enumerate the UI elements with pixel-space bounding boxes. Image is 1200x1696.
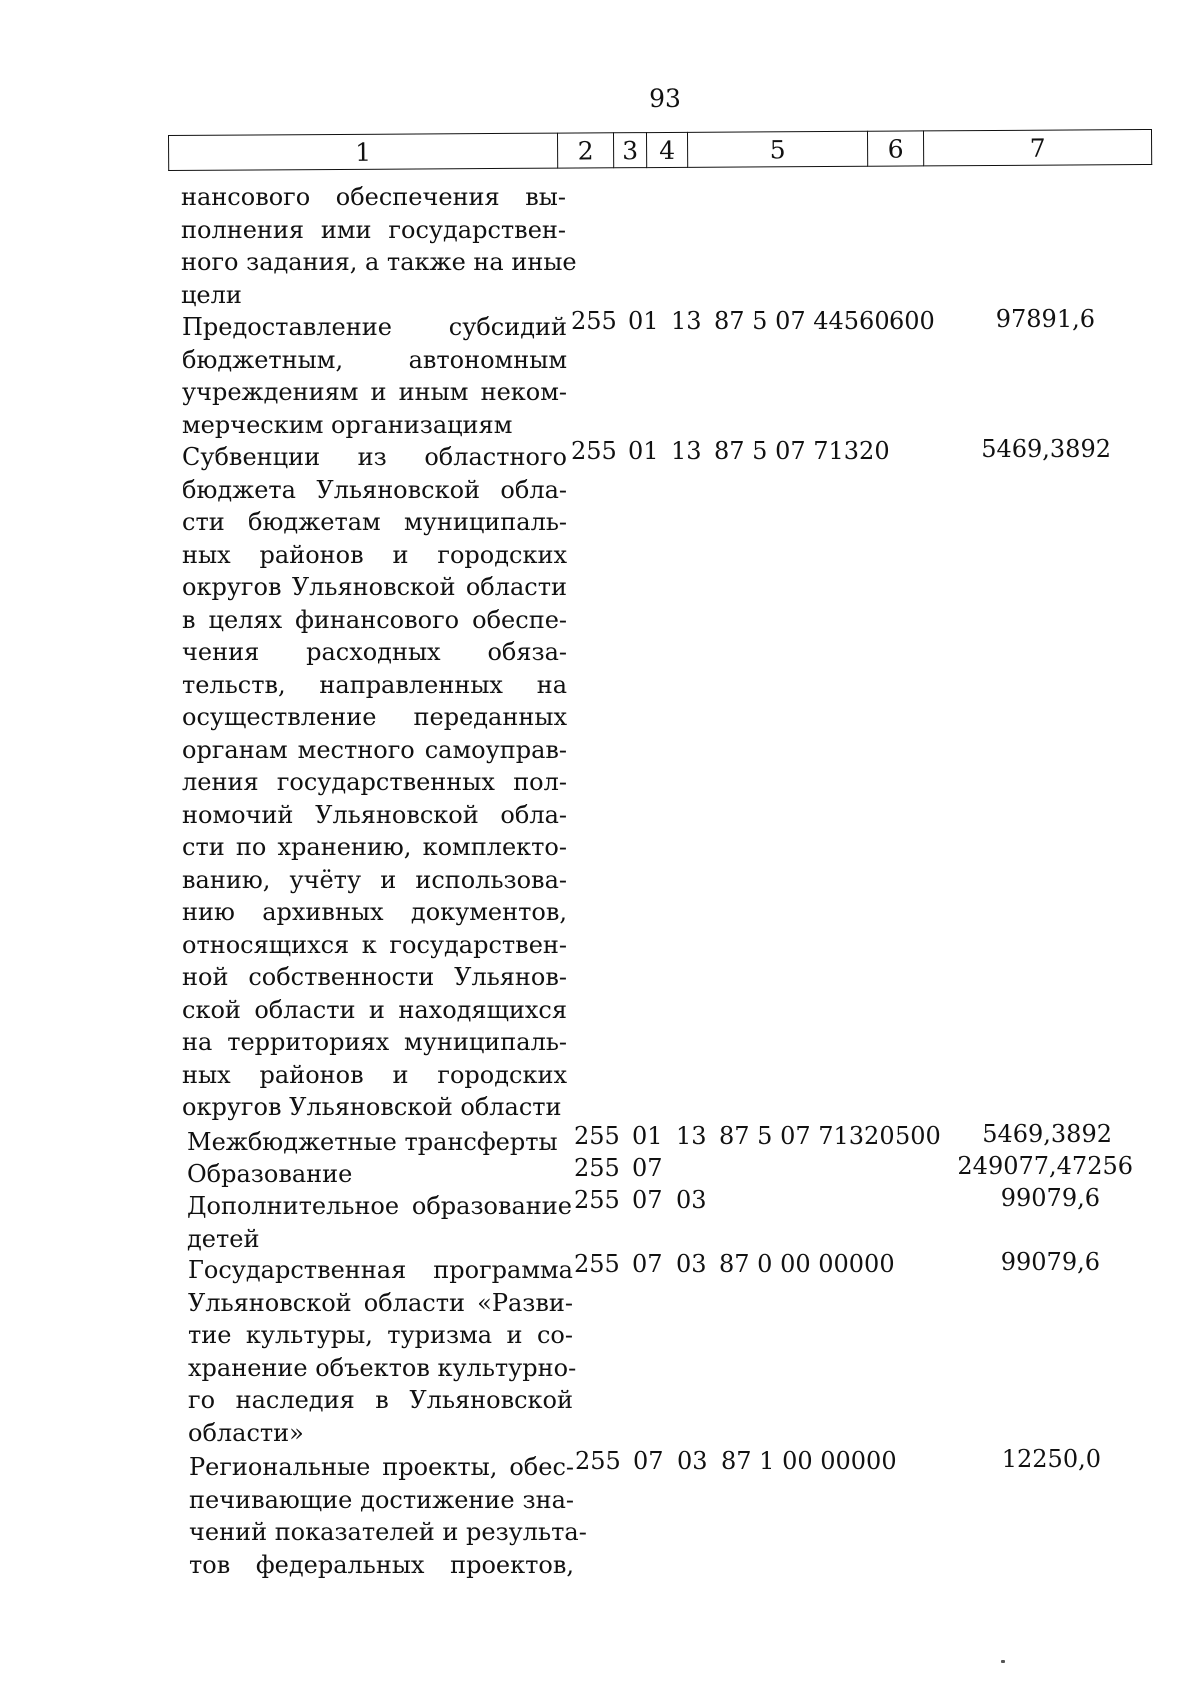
row-description xyxy=(188,1254,577,1449)
amount: 99079,6 xyxy=(1000,1184,1100,1212)
column-header-4: 4 xyxy=(646,132,687,167)
description-line: ного задания, а также на иные xyxy=(181,248,577,276)
code-rz: 01 xyxy=(628,307,659,335)
description-line: нансового обеспечения вы- xyxy=(181,183,566,211)
description-line: ных районов и городских xyxy=(182,540,567,569)
description-line: ской области и находящихся xyxy=(182,995,567,1024)
code-pr: 13 xyxy=(671,437,702,465)
description-line: чений показателей и результа- xyxy=(189,1518,587,1546)
code-pr: 03 xyxy=(676,1186,707,1214)
scan-speck xyxy=(1001,1660,1005,1663)
code-csr: 87 5 07 44560 xyxy=(714,307,890,335)
description-line: Ульяновской области «Разви- xyxy=(188,1288,573,1317)
page-number: 93 xyxy=(649,84,681,113)
row-description xyxy=(187,1158,572,1191)
column-header-7: 7 xyxy=(923,129,1151,165)
description-line: ления государственных пол- xyxy=(182,768,567,796)
description-line: тов федеральных проектов, xyxy=(189,1550,574,1579)
description-line: сти по хранению, комплекто- xyxy=(182,833,567,861)
row-description xyxy=(181,181,577,311)
amount: 97891,6 xyxy=(995,305,1095,333)
code-gr: 255 xyxy=(574,1122,620,1150)
description-line: на территориях муниципаль- xyxy=(182,1028,567,1056)
description-line: Образование xyxy=(187,1160,353,1188)
row-description xyxy=(182,441,567,1124)
description-line: тие культуры, туризма и со- xyxy=(188,1321,573,1349)
description-line: бюджетным, автономным xyxy=(182,345,567,374)
code-csr: 87 5 07 71320 xyxy=(719,1122,895,1150)
row-description xyxy=(187,1190,572,1255)
description-line: бюджета Ульяновской обла- xyxy=(182,475,567,504)
description-line: детей xyxy=(187,1224,260,1253)
description-line: Субвенции из областного xyxy=(182,443,567,471)
column-header-3: 3 xyxy=(613,133,646,168)
description-line: полнения ими государствен- xyxy=(181,215,566,244)
code-rz: 07 xyxy=(632,1250,663,1278)
code-gr: 255 xyxy=(571,307,617,335)
code-rz: 01 xyxy=(628,437,659,465)
description-line: чения расходных обяза- xyxy=(182,638,567,666)
description-line: округов Ульяновской области xyxy=(182,1093,562,1121)
code-csr: 87 1 00 00000 xyxy=(721,1447,897,1475)
code-vr: 500 xyxy=(895,1122,941,1150)
description-line: ной собственности Ульянов- xyxy=(182,963,567,991)
description-line: Региональные проекты, обес- xyxy=(189,1453,574,1481)
description-line: сти бюджетам муниципаль- xyxy=(182,508,567,536)
description-line: осуществление переданных xyxy=(182,703,567,731)
description-line: Межбюджетные трансферты xyxy=(187,1128,558,1156)
code-csr: 87 0 00 00000 xyxy=(719,1250,895,1278)
amount: 12250,0 xyxy=(1001,1445,1101,1473)
code-gr: 255 xyxy=(574,1186,620,1214)
column-header-1: 1 xyxy=(169,133,558,170)
description-line: Государственная программа xyxy=(188,1256,573,1284)
row-description xyxy=(187,1126,572,1159)
description-line: печивающие достижение зна- xyxy=(189,1485,574,1514)
description-line: ванию, учёту и использова- xyxy=(182,865,567,894)
column-header-6: 6 xyxy=(867,131,923,166)
row-description xyxy=(189,1451,587,1581)
column-header-2: 2 xyxy=(557,133,613,168)
code-rz: 07 xyxy=(632,1154,663,1182)
amount: 99079,6 xyxy=(1000,1248,1100,1276)
amount: 5469,3892 xyxy=(982,1120,1112,1148)
code-rz: 07 xyxy=(632,1186,663,1214)
description-line: тельств, направленных на xyxy=(182,670,567,699)
description-line: мерческим организациям xyxy=(182,410,513,439)
code-pr: 13 xyxy=(676,1122,707,1150)
amount: 249077,47256 xyxy=(957,1152,1133,1180)
description-line: ных районов и городских xyxy=(182,1060,567,1089)
code-rz: 07 xyxy=(633,1447,664,1475)
description-line: Дополнительное образование xyxy=(187,1192,572,1220)
description-line: Предоставление субсидий xyxy=(182,313,567,341)
description-line: относящихся к государствен- xyxy=(182,930,567,959)
amount: 5469,3892 xyxy=(981,435,1111,463)
code-gr: 255 xyxy=(574,1250,620,1278)
description-line: номочий Ульяновской обла- xyxy=(182,800,567,829)
description-line: цели xyxy=(181,280,242,309)
code-gr: 255 xyxy=(575,1447,621,1475)
code-csr: 87 5 07 71320 xyxy=(714,437,890,465)
description-line: органам местного самоуправ- xyxy=(182,735,567,764)
description-line: области» xyxy=(188,1418,304,1447)
column-header-5: 5 xyxy=(687,131,867,167)
description-line: в целях финансового обеспе- xyxy=(182,605,567,634)
description-line: хранение объектов культурно- xyxy=(188,1353,577,1382)
code-pr: 03 xyxy=(676,1250,707,1278)
code-gr: 255 xyxy=(574,1154,620,1182)
code-vr: 600 xyxy=(889,307,935,335)
description-line: учреждениям и иным неком- xyxy=(182,378,567,406)
description-line: го наследия в Ульяновской xyxy=(188,1386,573,1414)
code-pr: 13 xyxy=(671,307,702,335)
row-description xyxy=(182,311,567,441)
code-pr: 03 xyxy=(677,1447,708,1475)
description-line: нию архивных документов, xyxy=(182,898,567,926)
code-rz: 01 xyxy=(632,1122,663,1150)
description-line: округов Ульяновской области xyxy=(182,573,567,601)
code-gr: 255 xyxy=(571,437,617,465)
